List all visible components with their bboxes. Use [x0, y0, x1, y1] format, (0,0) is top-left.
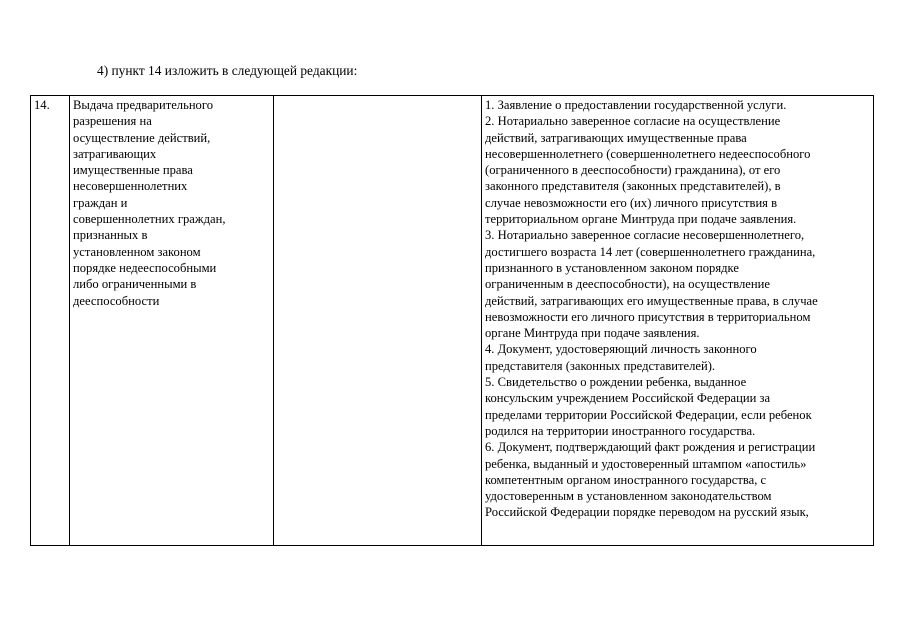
document-line: представителя (законных представителей). [485, 358, 716, 373]
document-line: действий, затрагивающих его имущественные права, в случае [485, 293, 818, 308]
table-row [31, 96, 874, 546]
document-line: (ограниченного в дееспособности) гражданина), от его [485, 163, 781, 178]
service-name-line: порядке недееспособными [73, 260, 217, 275]
document-line: случае невозможности его (их) личного присутствия в [485, 195, 778, 210]
document-line: удостоверенным в установленном законодательством [485, 489, 772, 504]
document-line: территориальном органе Минтруда при подаче заявления. [485, 212, 797, 227]
service-name-line: несовершеннолетних [73, 179, 188, 194]
document-line: органе Минтруда при подаче заявления. [485, 326, 700, 341]
document-line: 6. Документ, подтверждающий факт рождения и регистрации [485, 440, 816, 455]
document-line: несовершеннолетнего (совершеннолетнего недееспособного [485, 146, 811, 161]
service-name-line: граждан и [73, 195, 128, 210]
document-line: Российской Федерации порядке переводом на русский язык, [485, 505, 809, 520]
service-name-line: дееспособности [73, 293, 160, 308]
document-line: действий, затрагивающих имущественные права [485, 130, 747, 145]
service-name-line: осуществление действий, [73, 130, 211, 145]
empty-cell [274, 96, 482, 546]
service-name-line: либо ограниченными в [73, 277, 197, 292]
document-line: достигшего возраста 14 лет (совершеннолетнего гражданина, [485, 244, 816, 259]
service-name-line: Выдача предварительного [73, 98, 214, 112]
service-name-line: затрагивающих [73, 146, 157, 161]
document-line: родился на территории иностранного государства. [485, 423, 756, 438]
row-number: 14. [31, 96, 70, 546]
service-name-line: разрешения на [73, 114, 152, 129]
document-line: компетентным органом иностранного государства, с [485, 472, 767, 487]
service-name-line: установленном законом [73, 244, 201, 259]
document-line: ограниченным в дееспособности), на осуществление [485, 277, 770, 292]
service-name-line: имущественные права [73, 163, 193, 178]
document-line: 5. Свидетельство о рождении ребенка, выданное [485, 375, 747, 390]
amendment-intro: 4) пункт 14 изложить в следующей редакции: [97, 63, 358, 78]
document-line: признанного в установленном законом порядке [485, 260, 739, 275]
service-name-line: признанных в [73, 228, 148, 243]
document-line: 4. Документ, удостоверяющий личность законного [485, 342, 757, 357]
services-table [30, 95, 874, 546]
document-line: 1. Заявление о предоставлении государственной услуги. [485, 98, 787, 112]
service-name [70, 96, 274, 546]
document-line: 2. Нотариально заверенное согласие на осуществление [485, 114, 781, 129]
required-documents [482, 96, 874, 546]
document-line: ребенка, выданный и удостоверенный штампом «апостиль» [485, 456, 807, 471]
document-line: невозможности его личного присутствия в территориальном [485, 309, 811, 324]
document-line: 3. Нотариально заверенное согласие несовершеннолетнего, [485, 228, 805, 243]
service-name-line: совершеннолетних граждан, [73, 212, 226, 227]
document-line: пределами территории Российской Федерации, если ребенок [485, 407, 812, 422]
document-line: законного представителя (законных представителей), в [485, 179, 781, 194]
document-line: консульским учреждением Российской Федерации за [485, 391, 771, 406]
